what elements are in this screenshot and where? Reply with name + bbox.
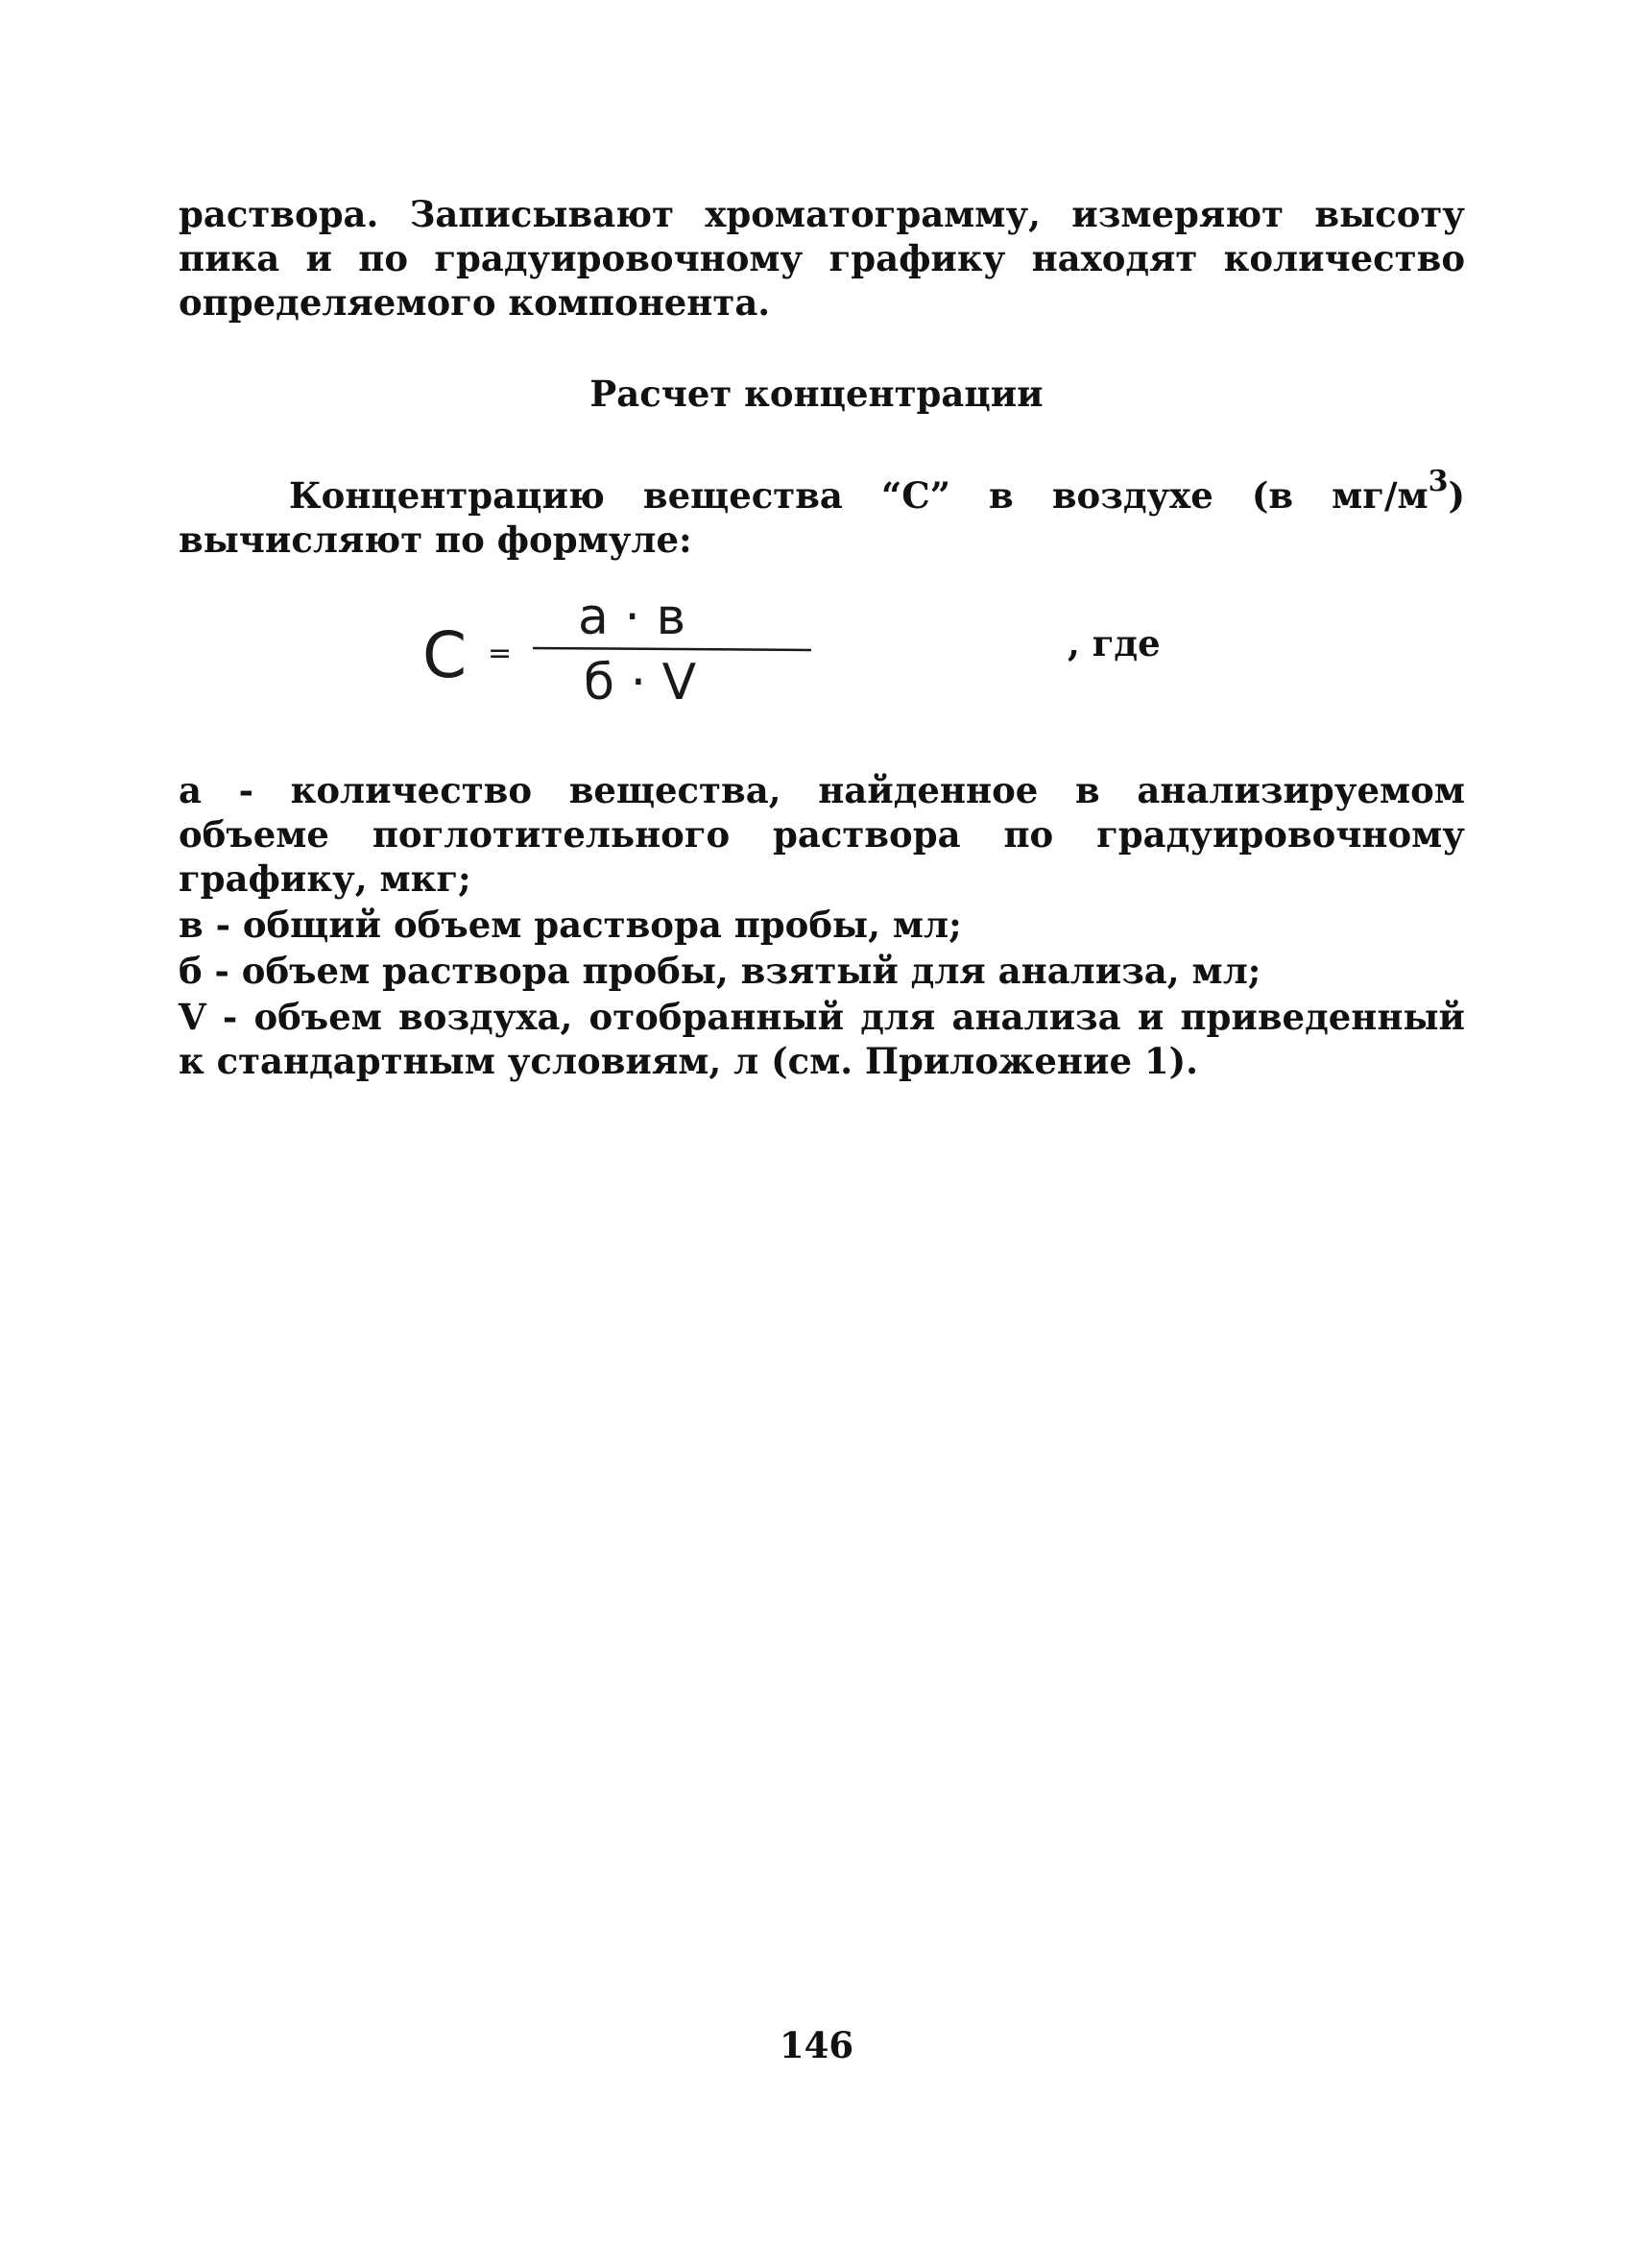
definition-volume: V - объем воздуха, отобранный для анализа и приведенный к стандартным условиям, л (см. Приложение 1). [179,996,1465,1082]
fraction-bar [533,648,811,650]
handwritten-formula [413,576,893,730]
definition-b: б - объем раствора пробы, взятый для анализа, мл; [179,950,1261,992]
formula-lhs: C [422,618,468,692]
section-heading: Расчет концентрации [589,373,1044,415]
definition-v: в - общий объем раствора пробы, мл; [179,904,962,946]
paragraph-formula-intro [179,465,1465,562]
superscript: 3 [1428,465,1449,498]
page-number: 146 [779,2024,854,2066]
formula-suffix: , где [1068,622,1161,664]
paragraph-intro: раствора. Записывают хроматограмму, измеряют высоту пика и по градуировочному графику находят количество определяемого компонента. [179,193,1465,324]
formula-numerator: a · в [578,589,686,646]
formula-intro-text-end: ) вычисляют по формуле: [179,474,1465,561]
formula-equals: = [488,637,513,670]
definition-a: а - количество вещества, найденное в анализируемом объеме поглотительного раствора по градуировочному графику, мкг; [179,769,1465,900]
definitions-list [179,768,1465,1085]
formula-denominator: б · V [584,654,697,712]
formula-intro-text: Концентрацию вещества “С” в воздухе (в мг/м [289,474,1429,517]
